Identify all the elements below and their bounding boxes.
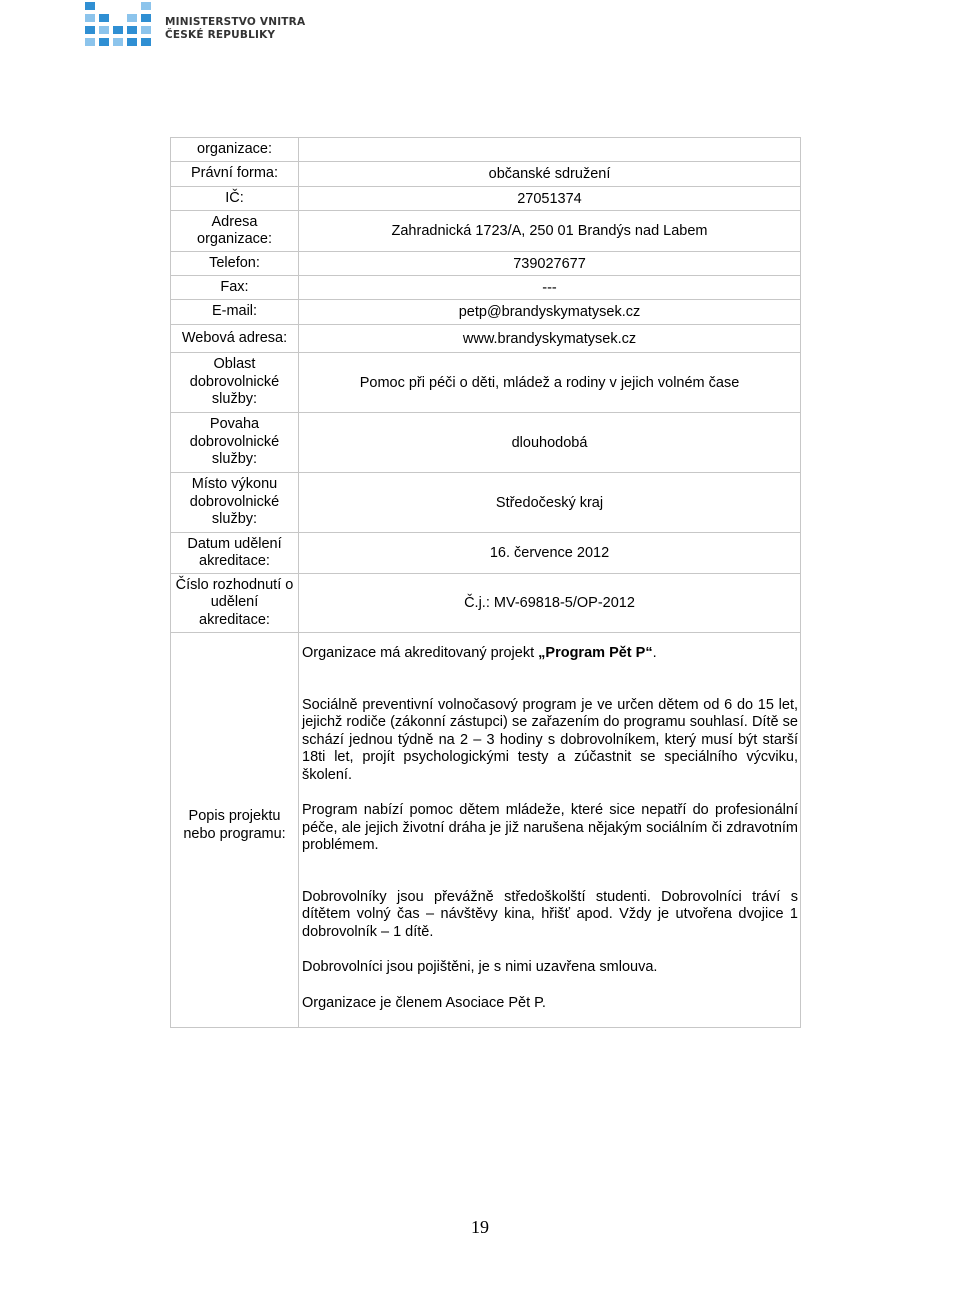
table-row xyxy=(171,413,801,473)
value-legal-form: občanské sdružení xyxy=(299,162,801,187)
table-row xyxy=(171,211,801,252)
label-address: Adresa organizace: xyxy=(171,211,299,252)
logo-line-2: ČESKÉ REPUBLIKY xyxy=(165,29,276,41)
description-paragraph-1: Sociálně preventivní volnočasový program je ve určen dětem od 6 do 15 let, jejichž rodiče (zákonní zástupci) se zařazením do programu souhlasí. Dítě se schází jednou týdně na 2 – 3 hodiny s dobrovolníkem, který musí být starší 18ti let, projít psychologickými testy a zúčastnit se speciálního výcviku, školení. xyxy=(302,696,798,783)
label-phone: Telefon: xyxy=(171,252,299,276)
description-paragraph-3: Dobrovolníky jsou převážně středoškolští studenti. Dobrovolníci tráví s dítětem volný čas – návštěvy kina, hřišť apod. Vždy je utvořena dvojice 1 dobrovolník – 1 dítě. xyxy=(302,888,798,940)
table-row xyxy=(171,325,801,353)
label-organization: organizace: xyxy=(171,138,299,162)
value-phone: 739027677 xyxy=(299,252,801,276)
ministry-logo-mark xyxy=(85,0,157,56)
value-organization xyxy=(299,138,801,162)
table-row xyxy=(171,162,801,187)
label-ic: IČ: xyxy=(171,187,299,211)
value-service-nature: dlouhodobá xyxy=(299,413,801,473)
organization-info-table xyxy=(170,137,801,1028)
label-website: Webová adresa: xyxy=(171,325,299,353)
table-row xyxy=(171,533,801,574)
ministry-logo xyxy=(85,0,325,56)
intro-text: Organizace má akreditovaný projekt xyxy=(302,645,539,661)
description-paragraph-5: Organizace je členem Asociace Pět P. xyxy=(302,994,546,1011)
description-intro xyxy=(302,645,798,663)
table-row xyxy=(171,633,801,1028)
label-fax: Fax: xyxy=(171,276,299,300)
table-row xyxy=(171,353,801,413)
value-fax: --- xyxy=(299,276,801,300)
value-project-description xyxy=(299,633,801,1028)
table-row xyxy=(171,276,801,300)
value-ic: 27051374 xyxy=(299,187,801,211)
ministry-logo-text xyxy=(165,16,305,42)
table-row xyxy=(171,138,801,162)
value-email: petp@brandyskymatysek.cz xyxy=(299,300,801,325)
label-email: E-mail: xyxy=(171,300,299,325)
description-paragraph-4: Dobrovolníci jsou pojištěni, je s nimi uzavřena smlouva. xyxy=(302,959,658,975)
label-service-place: Místo výkonu dobrovolnické služby: xyxy=(171,473,299,533)
page-number: 19 xyxy=(471,1217,489,1237)
program-name: „Program Pět P“ xyxy=(538,645,653,661)
value-decision-number: Č.j.: MV-69818-5/OP-2012 xyxy=(299,574,801,633)
value-service-area: Pomoc při péči o děti, mládež a rodiny v jejich volném čase xyxy=(299,353,801,413)
label-project-description: Popis projektu nebo programu: xyxy=(171,633,299,1028)
value-accreditation-date: 16. července 2012 xyxy=(299,533,801,574)
logo-line-1: MINISTERSTVO VNITRA xyxy=(165,16,306,28)
label-service-nature: Povaha dobrovolnické služby: xyxy=(171,413,299,473)
intro-end: . xyxy=(652,645,657,661)
label-legal-form: Právní forma: xyxy=(171,162,299,187)
label-decision-number: Číslo rozhodnutí o udělení akreditace: xyxy=(171,574,299,633)
value-address: Zahradnická 1723/A, 250 01 Brandýs nad Labem xyxy=(299,211,801,252)
table-row xyxy=(171,252,801,276)
label-accreditation-date: Datum udělení akreditace: xyxy=(171,533,299,574)
table-row xyxy=(171,187,801,211)
description-paragraph-2: Program nabízí pomoc dětem mládeže, které sice nepatří do profesionální péče, ale jejich životní dráha je již narušena nějakým sociálním či zdravotním problémem. xyxy=(302,802,798,853)
label-service-area: Oblast dobrovolnické služby: xyxy=(171,353,299,413)
value-website: www.brandyskymatysek.cz xyxy=(299,325,801,353)
value-service-place: Středočeský kraj xyxy=(299,473,801,533)
table-row xyxy=(171,574,801,633)
table-row xyxy=(171,473,801,533)
table-row xyxy=(171,300,801,325)
